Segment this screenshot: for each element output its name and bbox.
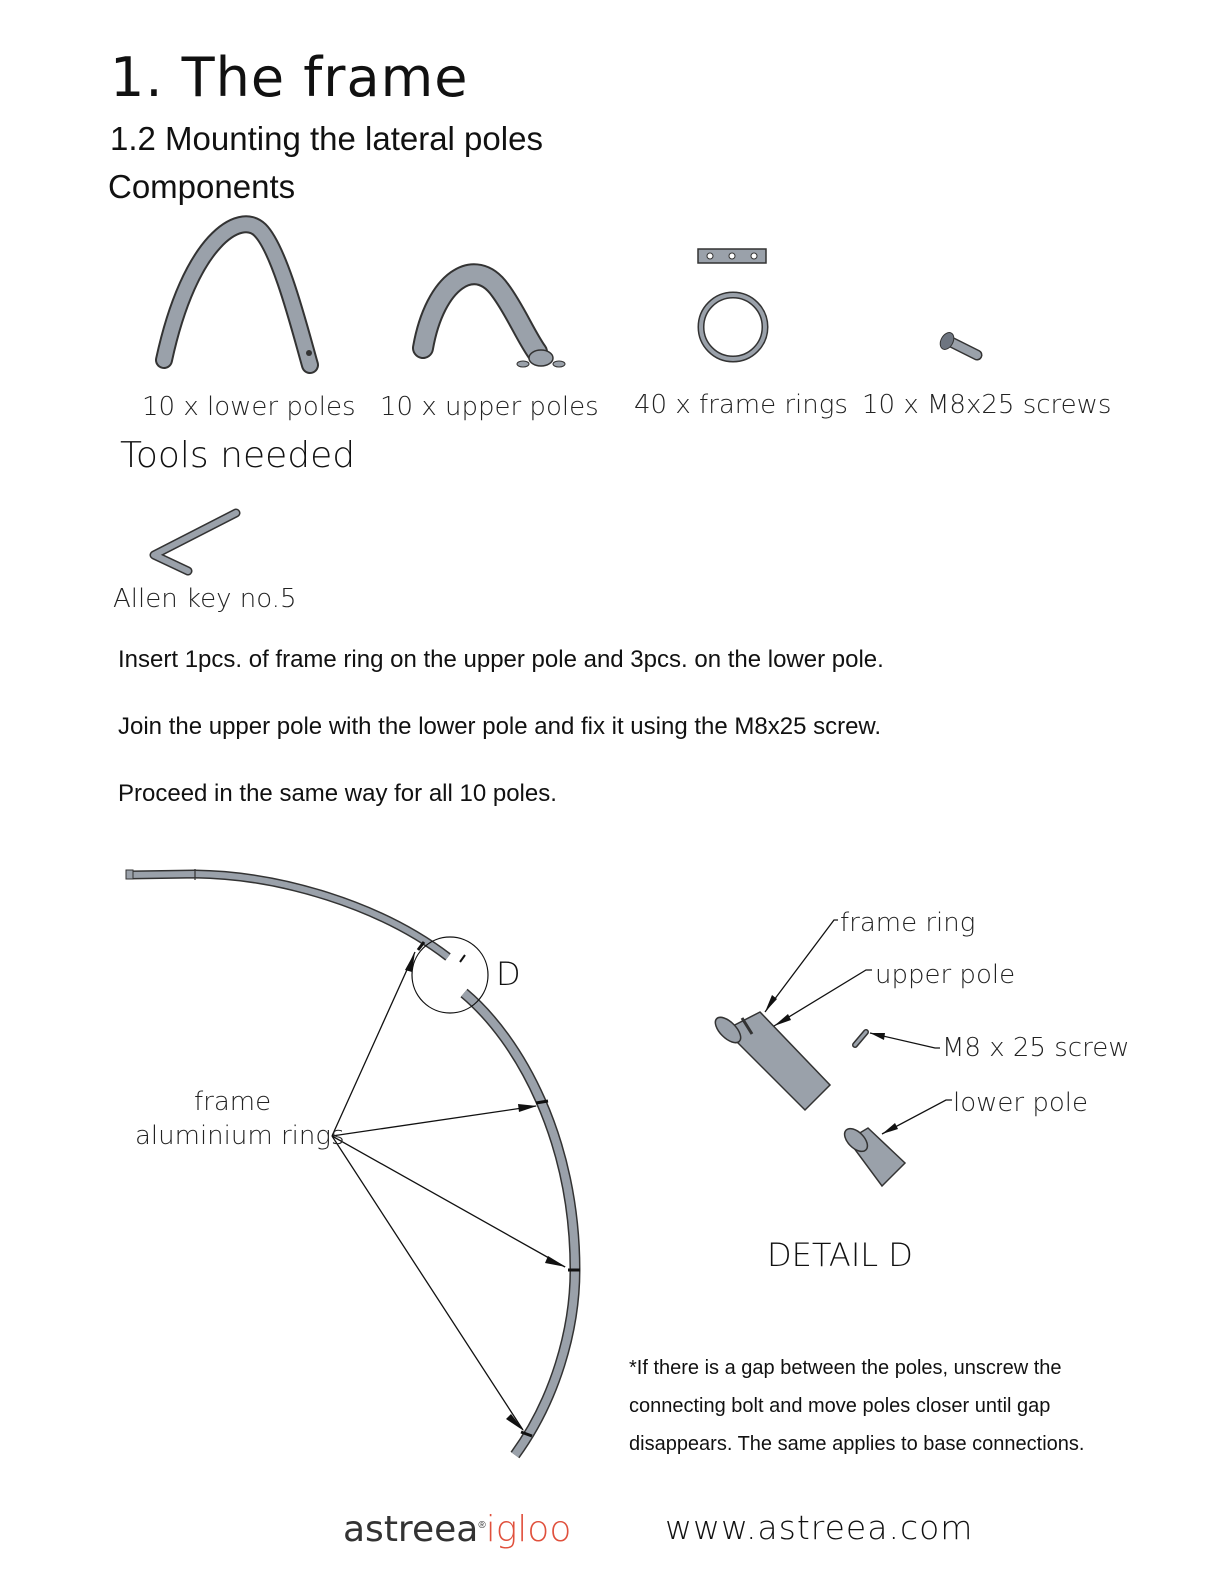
brand-mark: ® (478, 1520, 486, 1531)
upper-poles-label: 10 x upper poles (380, 392, 599, 422)
website-link[interactable]: www.astreea.com (665, 1508, 974, 1547)
detail-lower-pole-label: lower pole (953, 1088, 1088, 1118)
detail-screw-label: M8 x 25 screw (942, 1033, 1130, 1063)
screws-label: 10 x M8x25 screws (862, 390, 1112, 420)
frame-rings-label: 40 x frame rings (634, 390, 848, 420)
gap-note: *If there is a gap between the poles, unscrew the connecting bolt and move poles closer until gap disappears. The same applies to base connections. (629, 1357, 1085, 1455)
rings-label-line1: frame (194, 1087, 272, 1117)
detail-frame-ring-label: frame ring (840, 908, 976, 938)
brand-sub: igloo (485, 1509, 572, 1550)
page-title: 1. The frame (110, 46, 469, 109)
lower-poles-label: 10 x lower poles (142, 392, 356, 422)
components-heading: Components (108, 168, 296, 205)
detail-title: DETAIL D (767, 1236, 913, 1274)
instruction-2: Join the upper pole with the lower pole and fix it using the M8x25 screw. (118, 713, 882, 740)
detail-upper-pole-label: upper pole (875, 960, 1016, 990)
section-subtitle: 1.2 Mounting the lateral poles (110, 120, 543, 157)
brand-main: astreea (343, 1509, 479, 1550)
tools-heading: Tools needed (120, 435, 356, 476)
instruction-3: Proceed in the same way for all 10 poles. (118, 780, 557, 807)
brand-logo (343, 1508, 571, 1550)
detail-marker-label: D (496, 955, 521, 993)
allen-key-label: Allen key no.5 (113, 584, 297, 614)
instruction-1: Insert 1pcs. of frame ring on the upper pole and 3pcs. on the lower pole. (118, 646, 884, 673)
rings-label-line2: aluminium rings (135, 1121, 345, 1151)
